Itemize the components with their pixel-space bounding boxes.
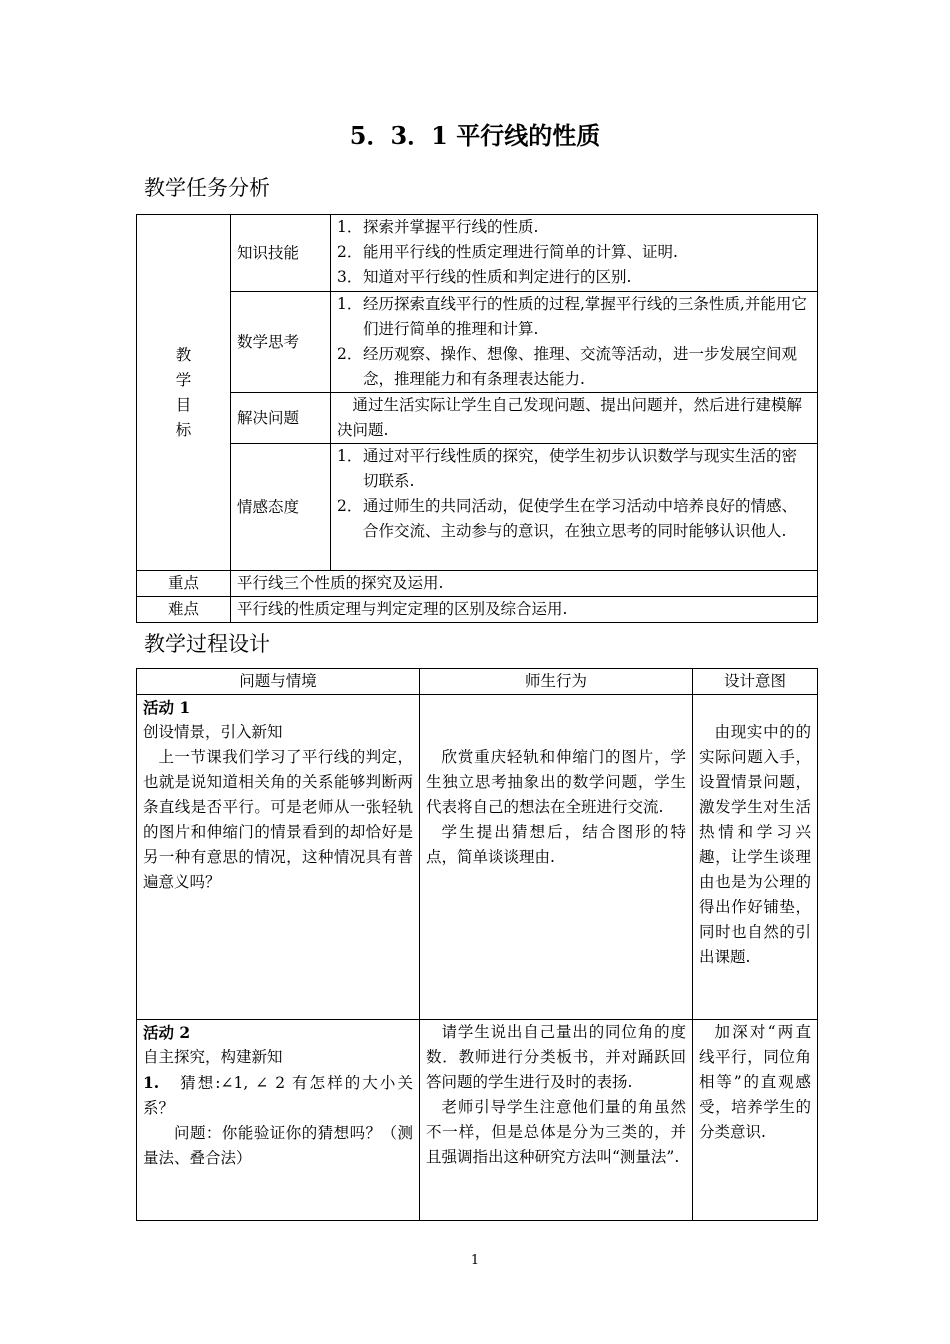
activity2-situation	[137, 1020, 420, 1221]
activity1-actions	[420, 695, 693, 1020]
key-point-label: 重点	[137, 571, 231, 597]
list-item: 1． 通过对平行线性质的探究，使学生初步认识数学与现实生活的密切联系.	[337, 447, 798, 490]
key-point-text: 平行线三个性质的探究及运用.	[231, 571, 818, 597]
list-item: 1． 探索并掌握平行线的性质.	[337, 218, 539, 236]
page-title: 5．3．1 平行线的性质	[349, 121, 601, 150]
activity1-subtitle: 创设情景，引入新知	[143, 723, 283, 741]
list-item: 2． 经历观察、操作、想像、推理、交流等活动，进一步发展空间观念，推理能力和有条理表达能力.	[337, 345, 798, 388]
activity1-intent	[693, 695, 818, 1020]
goal-content-thinking	[331, 292, 818, 393]
difficulty-text: 平行线的性质定理与判定定理的区别及综合运用.	[231, 597, 818, 623]
goals-label-char: 目	[175, 395, 192, 414]
section-heading-process: 教学过程设计	[144, 632, 270, 656]
goals-label-char: 教	[175, 345, 192, 364]
difficulty-label: 难点	[137, 597, 231, 623]
activity1-situation	[137, 695, 420, 1020]
goal-name-attitude: 情感态度	[231, 444, 331, 571]
list-item: 2． 通过师生的共同活动，促使学生在学习活动中培养良好的情感、合作交流、主动参与的意识，在独立思考的同时能够认识他人.	[337, 497, 798, 540]
activity2-actions	[420, 1020, 693, 1221]
column-header: 设计意图	[693, 669, 818, 695]
goal-name-problem: 解决问题	[231, 393, 331, 444]
page-number: 1	[470, 1253, 480, 1268]
activity2-intent-text: 加深对“两直线平行，同位角相等”的直观感受，培养学生的分类意识.	[699, 1023, 811, 1141]
goals-label-char: 标	[175, 420, 192, 439]
activity2-title: 活动 2	[143, 1023, 191, 1042]
activity1-intent-text: 由现实中的的实际问题入手，设置情景问题，激发学生对生活热情和学习兴趣，让学生谈理由也是为公理的得出作好铺垫，同时也自然的引出课题.	[699, 723, 811, 966]
activity2-intent	[693, 1020, 818, 1221]
goal-content-attitude	[331, 444, 818, 571]
activity2-question-1: 1. 猜想:∠1, ∠ 2 有怎样的大小关系？	[143, 1073, 414, 1117]
goal-name-thinking: 数学思考	[231, 292, 331, 393]
goal-content-knowledge	[331, 215, 818, 292]
activity2-question-2: 问题：你能验证你的猜想吗？（测量法、叠合法）	[143, 1124, 413, 1167]
process-table	[136, 668, 818, 1221]
column-header: 问题与情境	[137, 669, 420, 695]
list-item: 2． 能用平行线的性质定理进行简单的计算、证明.	[337, 243, 678, 261]
goal-name-knowledge: 知识技能	[231, 215, 331, 292]
activity2-action-1: 请学生说出自己量出的同位角的度数．教师进行分类板书，并对踊跃回答问题的学生进行及时的表扬.	[426, 1023, 686, 1091]
section-heading-analysis: 教学任务分析	[144, 176, 270, 200]
goals-table	[136, 214, 818, 623]
goals-label	[137, 215, 231, 571]
activity1-action-1: 欣赏重庆轻轨和伸缩门的图片，学生独立思考抽象出的数学问题，学生代表将自己的想法在全班进行交流.	[426, 748, 686, 816]
activity2-subtitle: 自主探究，构建新知	[143, 1048, 283, 1066]
activity1-title: 活动 1	[143, 698, 191, 717]
goal-content-problem: 通过生活实际让学生自己发现问题、提出问题并，然后进行建模解决问题.	[331, 393, 818, 444]
list-item: 3． 知道对平行线的性质和判定进行的区别.	[337, 268, 632, 286]
goals-label-char: 学	[175, 370, 192, 389]
column-header: 师生行为	[420, 669, 693, 695]
activity2-action-2: 老师引导学生注意他们量的角虽然不一样，但是总体是分为三类的，并且强调指出这种研究方法叫“测量法”.	[426, 1098, 686, 1166]
list-item: 1． 经历探索直线平行的性质的过程,掌握平行线的三条性质,并能用它们进行简单的推理和计算.	[337, 295, 807, 338]
activity1-action-2: 学生提出猜想后，结合图形的特点，简单谈谈理由.	[426, 823, 686, 866]
activity1-body: 上一节课我们学习了平行线的判定，也就是说知道相关角的关系能够判断两条直线是否平行。可是老师从一张轻轨的图片和伸缩门的情景看到的却恰好是另一种有意思的情况，这种情况具有普遍意义吗？	[143, 748, 413, 891]
